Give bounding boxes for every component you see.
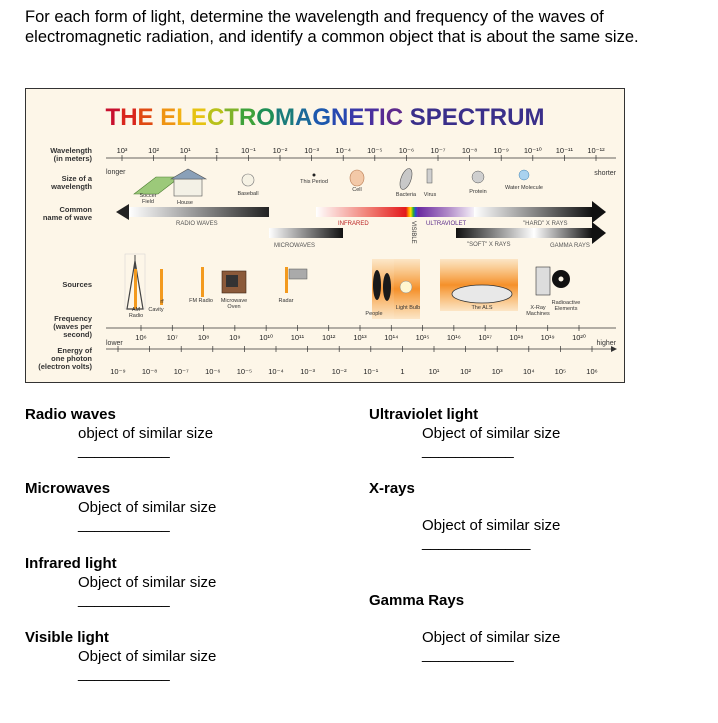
frequency-tick-label: 10¹⁰ (259, 333, 274, 342)
row-label-energy: Energy of one photon (electron volts) (38, 346, 92, 371)
wavelength-tick-label: 1 (214, 146, 219, 155)
wave-name-microwaves: MICROWAVES (274, 243, 316, 249)
wave-name-radio: RADIO WAVES (176, 221, 218, 227)
wavelength-tick-label: 10⁻¹ (240, 146, 256, 155)
size-label: Protein (469, 189, 487, 195)
size-label: Soccer Field (139, 193, 157, 205)
energy-tick-label: 10⁵ (554, 367, 567, 376)
frequency-tick-label: 10²⁰ (572, 333, 586, 342)
radar-bar-icon (285, 267, 288, 293)
infrared-prompt: Object of similar size (78, 574, 217, 591)
frequency-tick-label: 10¹⁷ (478, 333, 492, 342)
microwaves-prompt: Object of similar size (78, 499, 217, 516)
wave-name-visible: VISIBLE (410, 221, 416, 244)
source-label: X-Ray Machines (526, 305, 550, 317)
shorter-label: shorter (594, 170, 616, 177)
frequency-tick-label: 10¹⁹ (540, 333, 555, 342)
energy-tick-label: 10¹ (428, 367, 440, 376)
frequency-tick-label: 10¹⁵ (415, 333, 430, 342)
frequency-tick-label: 10¹² (322, 333, 336, 342)
house-icon (174, 179, 202, 196)
frequency-tick-label: 10¹⁶ (446, 333, 461, 342)
wave-name-infrared: INFRARED (338, 221, 369, 227)
visible-band (406, 207, 418, 217)
source-label: Microwave Oven (220, 298, 248, 310)
row-label-frequency: Frequency (waves per second) (53, 314, 92, 339)
infrared-heading: Infrared light (25, 555, 117, 572)
radio-waves-heading: Radio waves (25, 406, 116, 423)
wavelength-tick-label: 10⁻³ (304, 146, 320, 155)
source-label: Cavity (148, 307, 164, 313)
ultraviolet-prompt: Object of similar size (422, 425, 561, 442)
frequency-tick-label: 10⁸ (197, 333, 210, 342)
energy-tick-label: 10⁶ (586, 367, 598, 376)
source-label: AM Radio (128, 307, 144, 319)
gamma-heading: Gamma Rays (369, 592, 465, 609)
energy-tick-label: 10² (460, 367, 472, 376)
size-label: Baseball (237, 191, 259, 197)
frequency-tick-label: 10¹⁴ (384, 333, 399, 342)
row-label-common-name: Common name of wave (42, 205, 92, 222)
visible-answer-line[interactable]: ___________ (78, 665, 170, 682)
visible-heading: Visible light (25, 629, 109, 646)
ultraviolet-answer-line[interactable]: ___________ (422, 442, 514, 459)
energy-ticks (110, 346, 597, 376)
period-dot-icon (313, 174, 316, 177)
wavelength-tick-label: 10⁻⁴ (335, 146, 351, 155)
spectrum-title: THE ELECTROMAGNETIC SPECTRUM (105, 104, 545, 131)
source-label: FM Radio (189, 298, 213, 304)
soccer-field-icon (134, 177, 180, 194)
soft-xray-band (456, 228, 534, 238)
energy-tick-label: 10⁻¹ (363, 367, 379, 376)
microwave-band (269, 228, 343, 238)
source-label: Light Bulb (395, 305, 421, 311)
energy-tick-label: 10⁻⁵ (236, 367, 253, 376)
size-label: This Period (300, 179, 328, 185)
row-label-wavelength: Wavelength (in meters) (50, 146, 92, 163)
source-illustrations (125, 254, 570, 319)
frequency-tick-label: 10⁹ (229, 333, 241, 342)
energy-tick-label: 10⁻³ (300, 367, 316, 376)
energy-tick-label: 10⁻⁶ (205, 367, 221, 376)
frequency-ticks (135, 325, 586, 342)
person-icon-1 (373, 270, 381, 300)
ultraviolet-heading: Ultraviolet light (369, 406, 479, 423)
energy-tick-label: 10⁻⁷ (173, 367, 189, 376)
infrared-band (316, 207, 406, 217)
ultraviolet-band (418, 207, 478, 217)
size-label: House (177, 200, 193, 206)
wave-name-gamma: GAMMA RAYS (550, 243, 590, 249)
energy-tick-label: 10⁻⁹ (110, 367, 126, 376)
als-building-icon (452, 285, 512, 303)
gamma-band (534, 228, 592, 238)
visible-prompt: Object of similar size (78, 648, 217, 665)
size-label: Water Molecule (504, 185, 544, 191)
wave-name-hard-xrays: "HARD" X RAYS (523, 221, 568, 227)
frequency-tick-label: 10¹³ (353, 333, 367, 342)
radar-dish-icon (289, 269, 307, 279)
wavelength-tick-label: 10² (148, 146, 160, 155)
wavelength-tick-label: 10⁻⁷ (430, 146, 446, 155)
energy-tick-label: 1 (400, 367, 405, 376)
wavelength-tick-label: 10⁻¹⁰ (523, 146, 542, 155)
gamma-arrow-head (592, 222, 606, 244)
wavelength-tick-label: 10³ (116, 146, 128, 155)
gamma-answer-line[interactable]: ___________ (422, 646, 514, 663)
house-roof-icon (171, 169, 206, 179)
gamma-prompt: Object of similar size (422, 629, 561, 646)
source-label: Radioactive Elements (551, 300, 581, 312)
wavelength-tick-label: 10¹ (179, 146, 191, 155)
am-radio-bar-icon (134, 269, 137, 309)
size-label: Cell (352, 187, 362, 193)
wavelength-tick-label: 10⁻² (272, 146, 288, 155)
xray-machine-icon (536, 267, 550, 295)
cell-icon (350, 170, 364, 186)
radio-band (129, 207, 269, 217)
light-bulb-icon (400, 281, 412, 293)
frequency-tick-label: 10¹⁸ (509, 333, 524, 342)
fm-radio-bar-icon (201, 267, 204, 297)
energy-tick-label: 10⁻⁸ (141, 367, 158, 376)
xrays-heading: X-rays (369, 480, 415, 497)
frequency-tick-label: 10¹¹ (290, 333, 305, 342)
wavelength-tick-label: 10⁻⁶ (398, 146, 415, 155)
radio-waves-answer-line[interactable]: ___________ (78, 442, 170, 459)
energy-tick-label: 10⁴ (523, 367, 535, 376)
energy-tick-label: 10³ (491, 367, 503, 376)
baseball-icon (242, 174, 254, 186)
arrow-right-head (592, 201, 606, 223)
wavelength-tick-label: 10⁻¹¹ (555, 146, 574, 155)
source-label: The ALS (471, 305, 493, 311)
wave-name-soft-xrays: "SOFT" X RAYS (467, 242, 511, 248)
source-label: People (365, 311, 383, 317)
source-label: Radar (278, 298, 294, 304)
person-icon-2 (383, 273, 391, 301)
microwaves-answer-line[interactable]: ___________ (78, 516, 170, 533)
size-label: Bacteria (395, 192, 417, 198)
wavelength-tick-label: 10⁻⁹ (493, 146, 509, 155)
microwaves-heading: Microwaves (25, 480, 111, 497)
virus-icon (427, 169, 432, 183)
lower-label: lower (106, 340, 123, 347)
xrays-answer-line[interactable]: _____________ (422, 534, 531, 551)
energy-tick-label: 10⁻² (331, 367, 347, 376)
frequency-tick-label: 10⁶ (135, 333, 147, 342)
instructions-text: For each form of light, determine the wavelength and frequency of the waves of electromagnetic radiation, and identify a common object that is about the same size. (25, 8, 639, 46)
protein-icon (472, 171, 484, 183)
wavelength-ticks (117, 146, 606, 161)
em-spectrum-figure (25, 88, 625, 383)
infrared-answer-line[interactable]: ___________ (78, 591, 170, 608)
source-label: rf (160, 299, 164, 305)
xrays-prompt: Object of similar size (422, 517, 561, 534)
wavelength-tick-label: 10⁻⁵ (367, 146, 383, 155)
water-molecule-icon (519, 170, 529, 180)
wavelength-tick-label: 10⁻¹² (587, 146, 605, 155)
longer-label: longer (106, 169, 126, 176)
row-label-sources: Sources (62, 280, 92, 289)
energy-tick-label: 10⁻⁴ (268, 367, 284, 376)
frequency-tick-label: 10⁷ (166, 333, 178, 342)
higher-label: higher (596, 340, 616, 347)
wave-name-ultraviolet: ULTRAVIOLET (426, 221, 467, 227)
hard-xray-band (474, 207, 592, 217)
bacteria-icon (398, 167, 415, 191)
size-label: Virus (423, 192, 437, 198)
em-spectrum-svg (26, 89, 624, 382)
arrow-left-head (116, 204, 129, 220)
wavelength-tick-label: 10⁻⁸ (461, 146, 478, 155)
radio-waves-prompt: object of similar size (78, 425, 214, 442)
row-label-size: Size of a wavelength (51, 174, 92, 191)
